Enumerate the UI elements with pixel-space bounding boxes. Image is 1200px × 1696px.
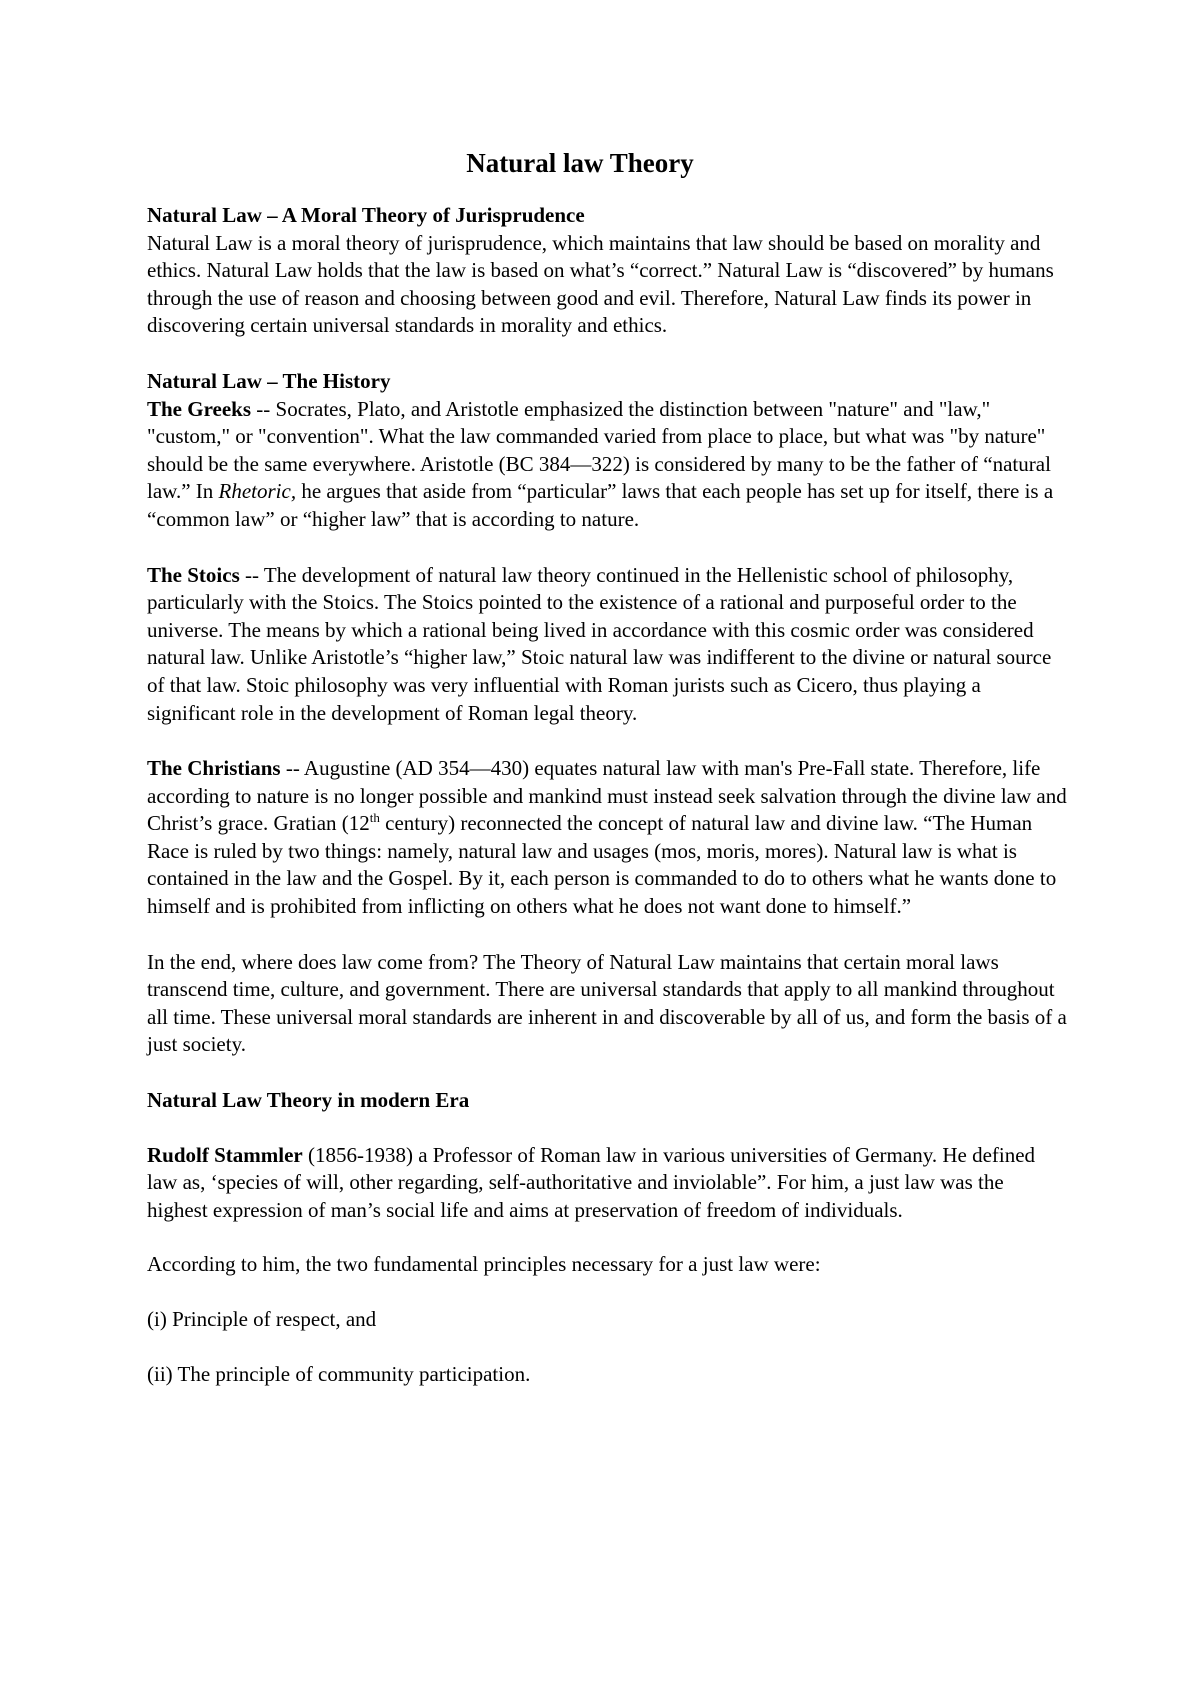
paragraph-conclusion: In the end, where does law come from? The Theory of Natural Law maintains that certain moral laws transcend time, culture, and government. There are universal standards that apply to all mankind throughout all time. These universal moral standards are inherent in and discoverable by all of us, and form the basis of a just society. bbox=[147, 949, 1067, 1057]
document-page bbox=[147, 140, 1067, 1388]
superscript-th: th bbox=[369, 810, 380, 826]
stoics-label: The Stoics bbox=[147, 562, 240, 587]
principle-item-1: (i) Principle of respect, and bbox=[147, 1307, 377, 1331]
paragraph-greeks bbox=[147, 396, 1067, 534]
document-title: Natural law Theory bbox=[466, 148, 694, 178]
section-heading-moral-theory: Natural Law – A Moral Theory of Jurisprudence bbox=[147, 203, 585, 227]
christians-text-a: -- Augustine (AD 354—430) equates natural law with man's Pre-Fall state. Therefore, life according to nature is no longer possible and mankind must instead seek salvation through the divine law and Christ’s grace. Gratian (12 bbox=[147, 756, 1067, 836]
rhetoric-title: Rhetoric, bbox=[218, 479, 297, 504]
greeks-text-a: -- Socrates, Plato, and Aristotle emphasized the distinction between "nature" and "law," "custom," or "convention". What the law commanded varied from place to place, but what was "by nature" should be the same everywhere. Aristotle (BC 384—322) is considered by many to be the father of “natural law.” In bbox=[147, 396, 1051, 504]
section-heading-modern-era: Natural Law Theory in modern Era bbox=[147, 1088, 470, 1113]
paragraph-stoics bbox=[147, 562, 1067, 728]
section-heading-history: Natural Law – The History bbox=[147, 368, 391, 393]
stammler-label: Rudolf Stammler bbox=[147, 1142, 303, 1167]
paragraph-moral-theory: Natural Law is a moral theory of jurisprudence, which maintains that law should be based on morality and ethics. Natural Law holds that the law is based on what’s “correct.” Natural Law is “discovered” by humans through the use of reason and choosing between good and evil. Therefore, Natural Law finds its power in discovering certain universal standards in morality and ethics. bbox=[147, 230, 1054, 338]
greeks-label: The Greeks bbox=[147, 396, 252, 421]
paragraph-stammler bbox=[147, 1142, 1067, 1225]
paragraph-christians bbox=[147, 755, 1067, 921]
stammler-text: (1856-1938) a Professor of Roman law in various universities of Germany. He defined law as, ‘species of will, other regarding, self-authoritative and inviolable”. For him, a just law was the highest expression of man’s social life and aims at preservation of freedom of individuals. bbox=[147, 1142, 1036, 1222]
stoics-text: -- The development of natural law theory continued in the Hellenistic school of philosophy, particularly with the Stoics. The Stoics pointed to the existence of a rational and purposeful order to the universe. The means by which a rational being lived in accordance with this cosmic order was considered natural law. Unlike Aristotle’s “higher law,” Stoic natural law was indifferent to the divine or natural source of that law. Stoic philosophy was very influential with Roman jurists such as Cicero, thus playing a significant role in the development of Roman legal theory. bbox=[147, 562, 1052, 725]
christians-label: The Christians bbox=[147, 756, 281, 781]
christians-text-b: century) reconnected the concept of natural law and divine law. “The Human Race is ruled by two things: namely, natural law and usages (mos, moris, mores). Natural law is what is contained in the law and the Gospel. By it, each person is commanded to do to others what he wants done to himself and is prohibited from inflicting on others what he does not want done to himself.” bbox=[147, 811, 1057, 919]
principle-item-2: (ii) The principle of community participation. bbox=[147, 1361, 531, 1386]
greeks-text-b: he argues that aside from “particular” laws that each people has set up for itself, there is a “common law” or “higher law” that is according to nature. bbox=[147, 479, 1054, 531]
paragraph-principles-intro: According to him, the two fundamental principles necessary for a just law were: bbox=[147, 1252, 821, 1277]
